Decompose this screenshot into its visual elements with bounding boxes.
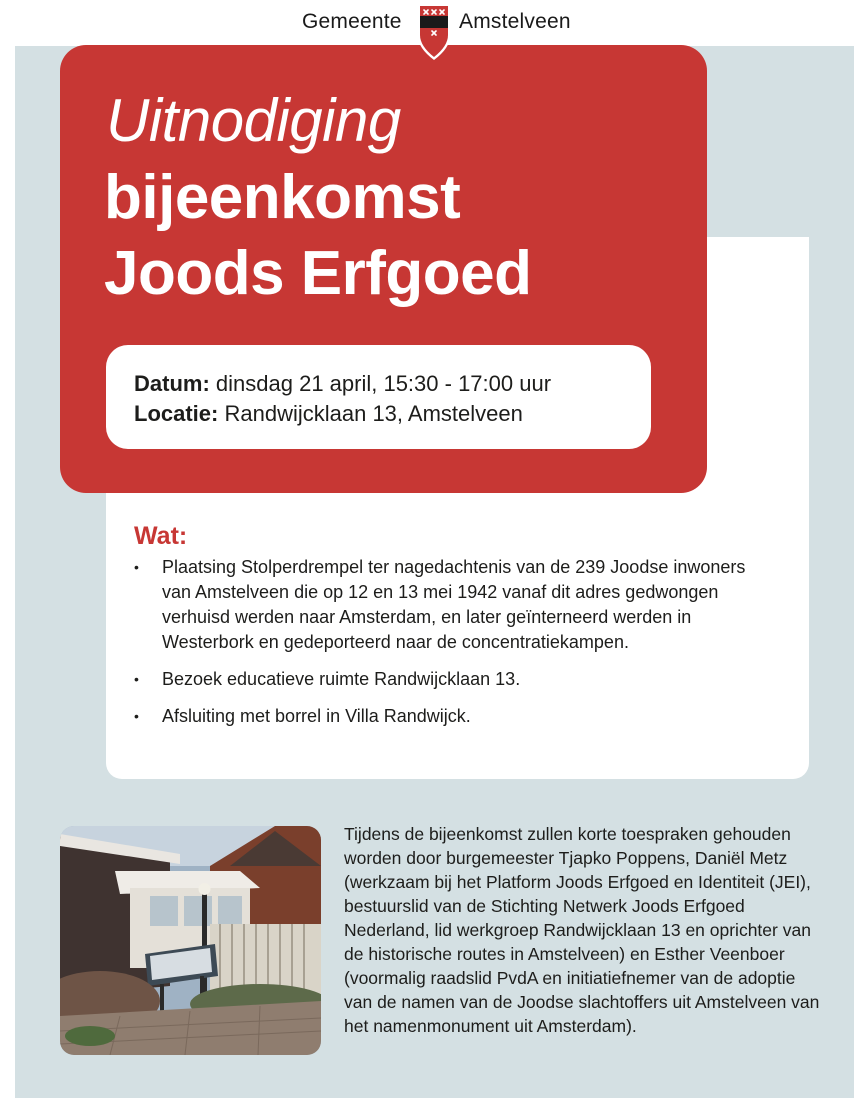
brand-name-left: Gemeente — [302, 10, 402, 33]
coat-of-arms-icon — [416, 2, 452, 62]
bullet-icon: • — [134, 708, 139, 724]
list-item-text: Bezoek educatieve ruimte Randwijcklaan 13. — [162, 669, 521, 689]
location-value: Randwijcklaan 13, Amstelveen — [224, 401, 523, 426]
event-info-box — [106, 345, 651, 449]
wat-list — [134, 555, 774, 741]
date-line — [134, 371, 551, 397]
list-item-text: Plaatsing Stolperdrempel ter nagedachtenis van de 239 Joodse inwoners van Amstelveen die op 12 en 13 mei 1942 vanaf dit adres gedwongen verhuisd werden naar Amsterdam, en later geïnterneerd werden in Westerbork en gedeporteerd naar de concentratiekampen. — [162, 557, 746, 652]
list-item — [134, 667, 774, 692]
list-item — [134, 555, 774, 655]
list-item-text: Afsluiting met borrel in Villa Randwijck. — [162, 706, 471, 726]
list-item — [134, 704, 774, 729]
title-line-2: bijeenkomst — [104, 163, 461, 232]
brand-name-right: Amstelveen — [459, 10, 571, 33]
title-line-1: Uitnodiging — [106, 87, 401, 154]
wat-heading: Wat: — [134, 522, 188, 550]
building-photo — [60, 826, 321, 1055]
date-value: dinsdag 21 april, 15:30 - 17:00 uur — [215, 371, 552, 396]
location-line — [134, 401, 523, 427]
speakers-paragraph: Tijdens de bijeenkomst zullen korte toespraken gehouden worden door burgemeester Tjapko Poppens, Daniël Metz (werkzaam bij het Platform Joods Erfgoed en Identiteit (JEI), bestuurslid van de Stichting Netwerk Joods Erfgoed Nederland, lid werkgroep Randwijcklaan 13 en oprichter van de historische routes in Amstelveen) en Esther Veenboer (voormalig raadslid PvdA en initiatiefnemer van de adoptie van de namen van de Joodse slachtoffers uit Amstelveen van het namenmonument uit Amsterdam). — [344, 824, 820, 1036]
location-label: Locatie: — [134, 401, 219, 426]
date-label: Datum: — [134, 371, 210, 396]
bullet-icon: • — [134, 559, 139, 575]
bullet-icon: • — [134, 671, 139, 687]
title-line-3: Joods Erfgoed — [104, 239, 532, 308]
